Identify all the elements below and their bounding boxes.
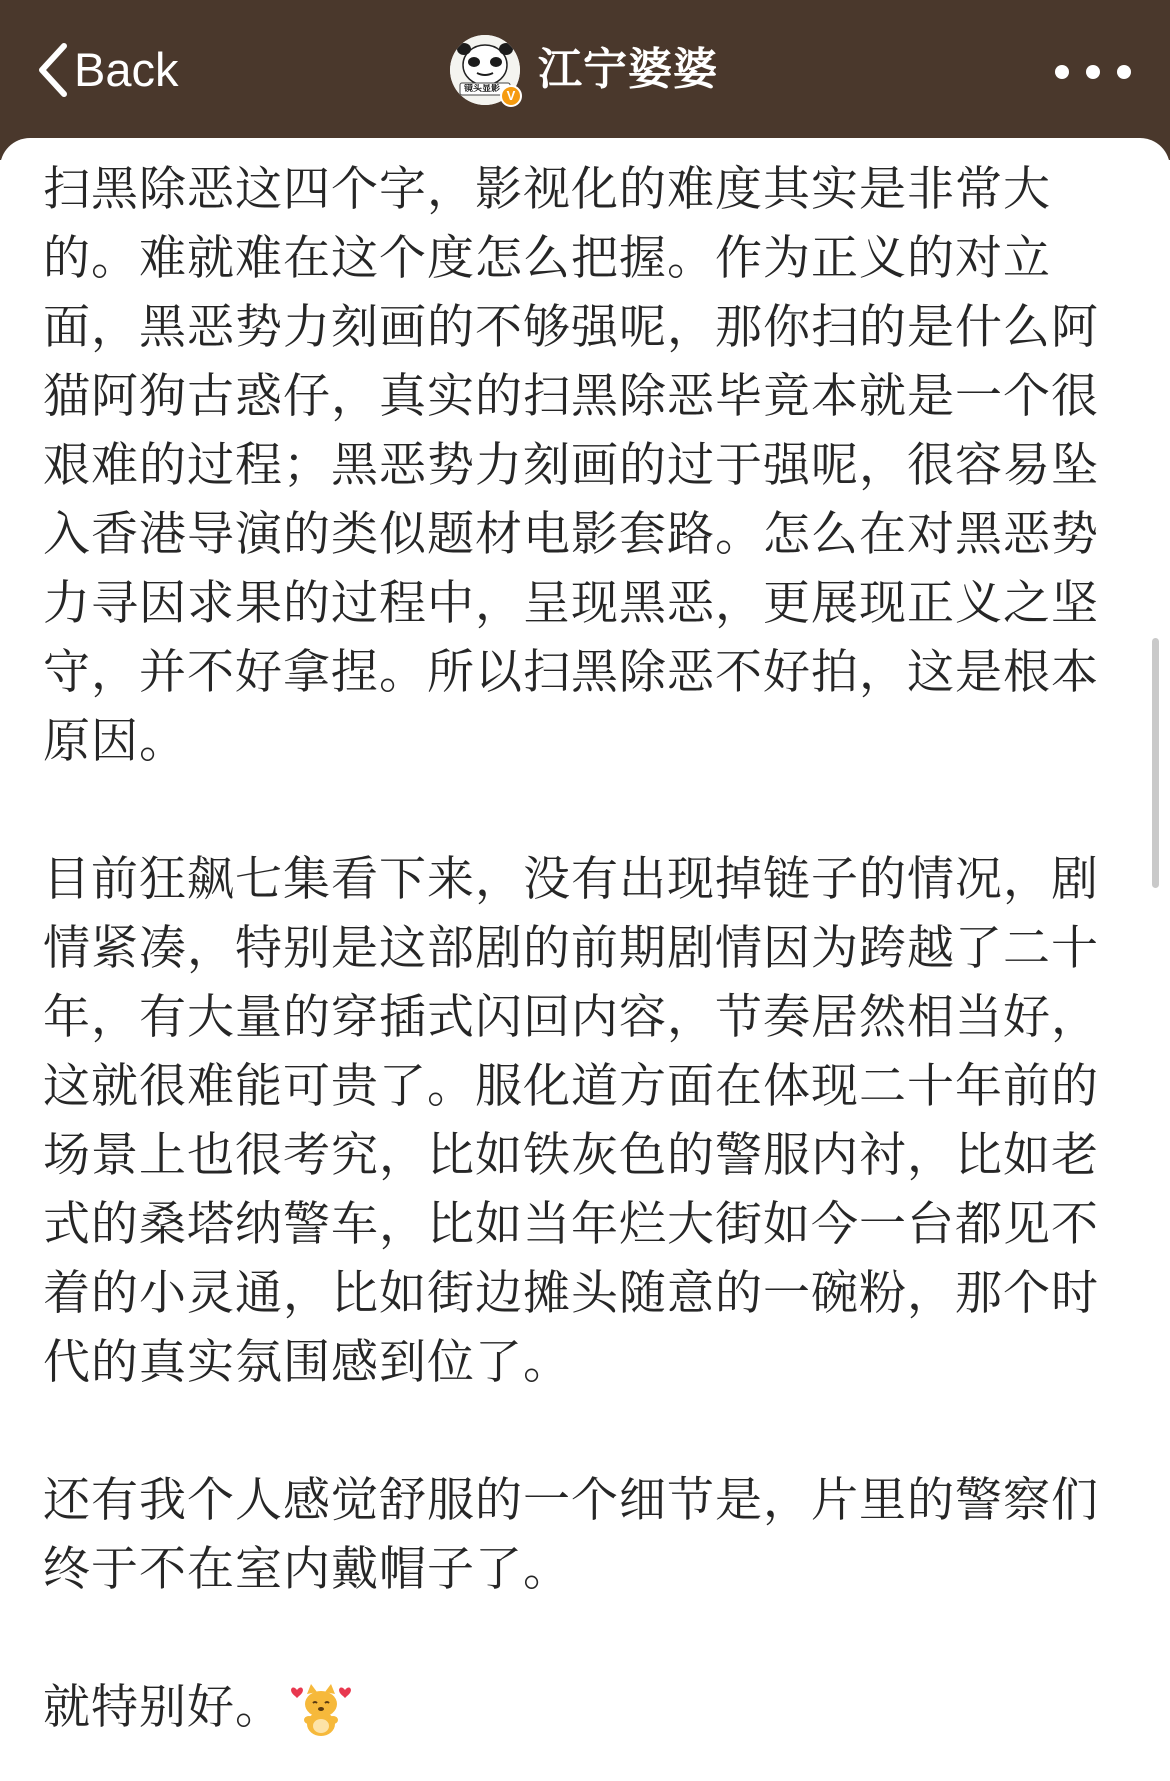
username[interactable]: 江宁婆婆 [538, 44, 718, 95]
paragraph [43, 1466, 1123, 1604]
text-line: 艰难的过程；黑恶势力刻画的过于强呢，很容易坠 [43, 438, 1099, 493]
verified-badge: V [500, 85, 522, 107]
more-options-button[interactable] [1055, 52, 1131, 92]
text-line: 入香港导演的类似题材电影套路。怎么在对黑恶势 [43, 507, 1099, 562]
top-bar [0, 0, 1170, 160]
text-line: 代的真实氛围感到位了。 [43, 1335, 571, 1390]
text-line: 扫黑除恶这四个字，影视化的难度其实是非常大 [43, 162, 1051, 217]
profile-header[interactable] [450, 34, 718, 106]
cat-with-hearts-emoji-icon [289, 1676, 353, 1740]
text-line: 还有我个人感觉舒服的一个细节是，片里的警察们 [43, 1473, 1099, 1528]
more-dot-icon [1086, 65, 1100, 79]
text-line: 着的小灵通，比如街边摊头随意的一碗粉，那个时 [43, 1266, 1099, 1321]
text-line: 终于不在室内戴帽子了。 [43, 1542, 571, 1597]
text-line: 情紧凑，特别是这部剧的前期剧情因为跨越了二十 [43, 921, 1099, 976]
more-dot-icon [1055, 65, 1069, 79]
more-dot-icon [1117, 65, 1131, 79]
paragraph [43, 155, 1123, 776]
avatar[interactable] [450, 35, 520, 105]
back-button[interactable] [34, 38, 179, 102]
text-line: 力寻因求果的过程中，呈现黑恶，更展现正义之坚 [43, 576, 1099, 631]
text-line: 这就很难能可贵了。服化道方面在体现二十年前的 [43, 1059, 1099, 1114]
chevron-left-icon [34, 38, 72, 102]
paragraph [43, 1673, 1123, 1742]
avatar-caption: 镜头显影 [463, 84, 500, 94]
text-line: 年，有大量的穿插式闪回内容，节奏居然相当好， [43, 990, 1099, 1045]
text-line: 式的桑塔纳警车，比如当年烂大街如今一台都见不 [43, 1197, 1099, 1252]
text-line: 面，黑恶势力刻画的不够强呢，那你扫的是什么阿 [43, 300, 1099, 355]
article-container [0, 138, 1170, 1781]
text-line: 原因。 [43, 714, 187, 769]
back-label: Back [74, 43, 179, 96]
paragraph [43, 845, 1123, 1397]
text-line: 就特别好。 [43, 1680, 283, 1735]
text-line: 场景上也很考究，比如铁灰色的警服内衬，比如老 [43, 1128, 1099, 1183]
text-line: 的。难就难在这个度怎么把握。作为正义的对立 [43, 231, 1051, 286]
text-line: 猫阿狗古惑仔，真实的扫黑除恶毕竟本就是一个很 [43, 369, 1099, 424]
text-line: 守，并不好拿捏。所以扫黑除恶不好拍，这是根本 [43, 645, 1099, 700]
text-line: 目前狂飙七集看下来，没有出现掉链子的情况，剧 [43, 852, 1099, 907]
scrollbar[interactable] [1152, 638, 1159, 888]
